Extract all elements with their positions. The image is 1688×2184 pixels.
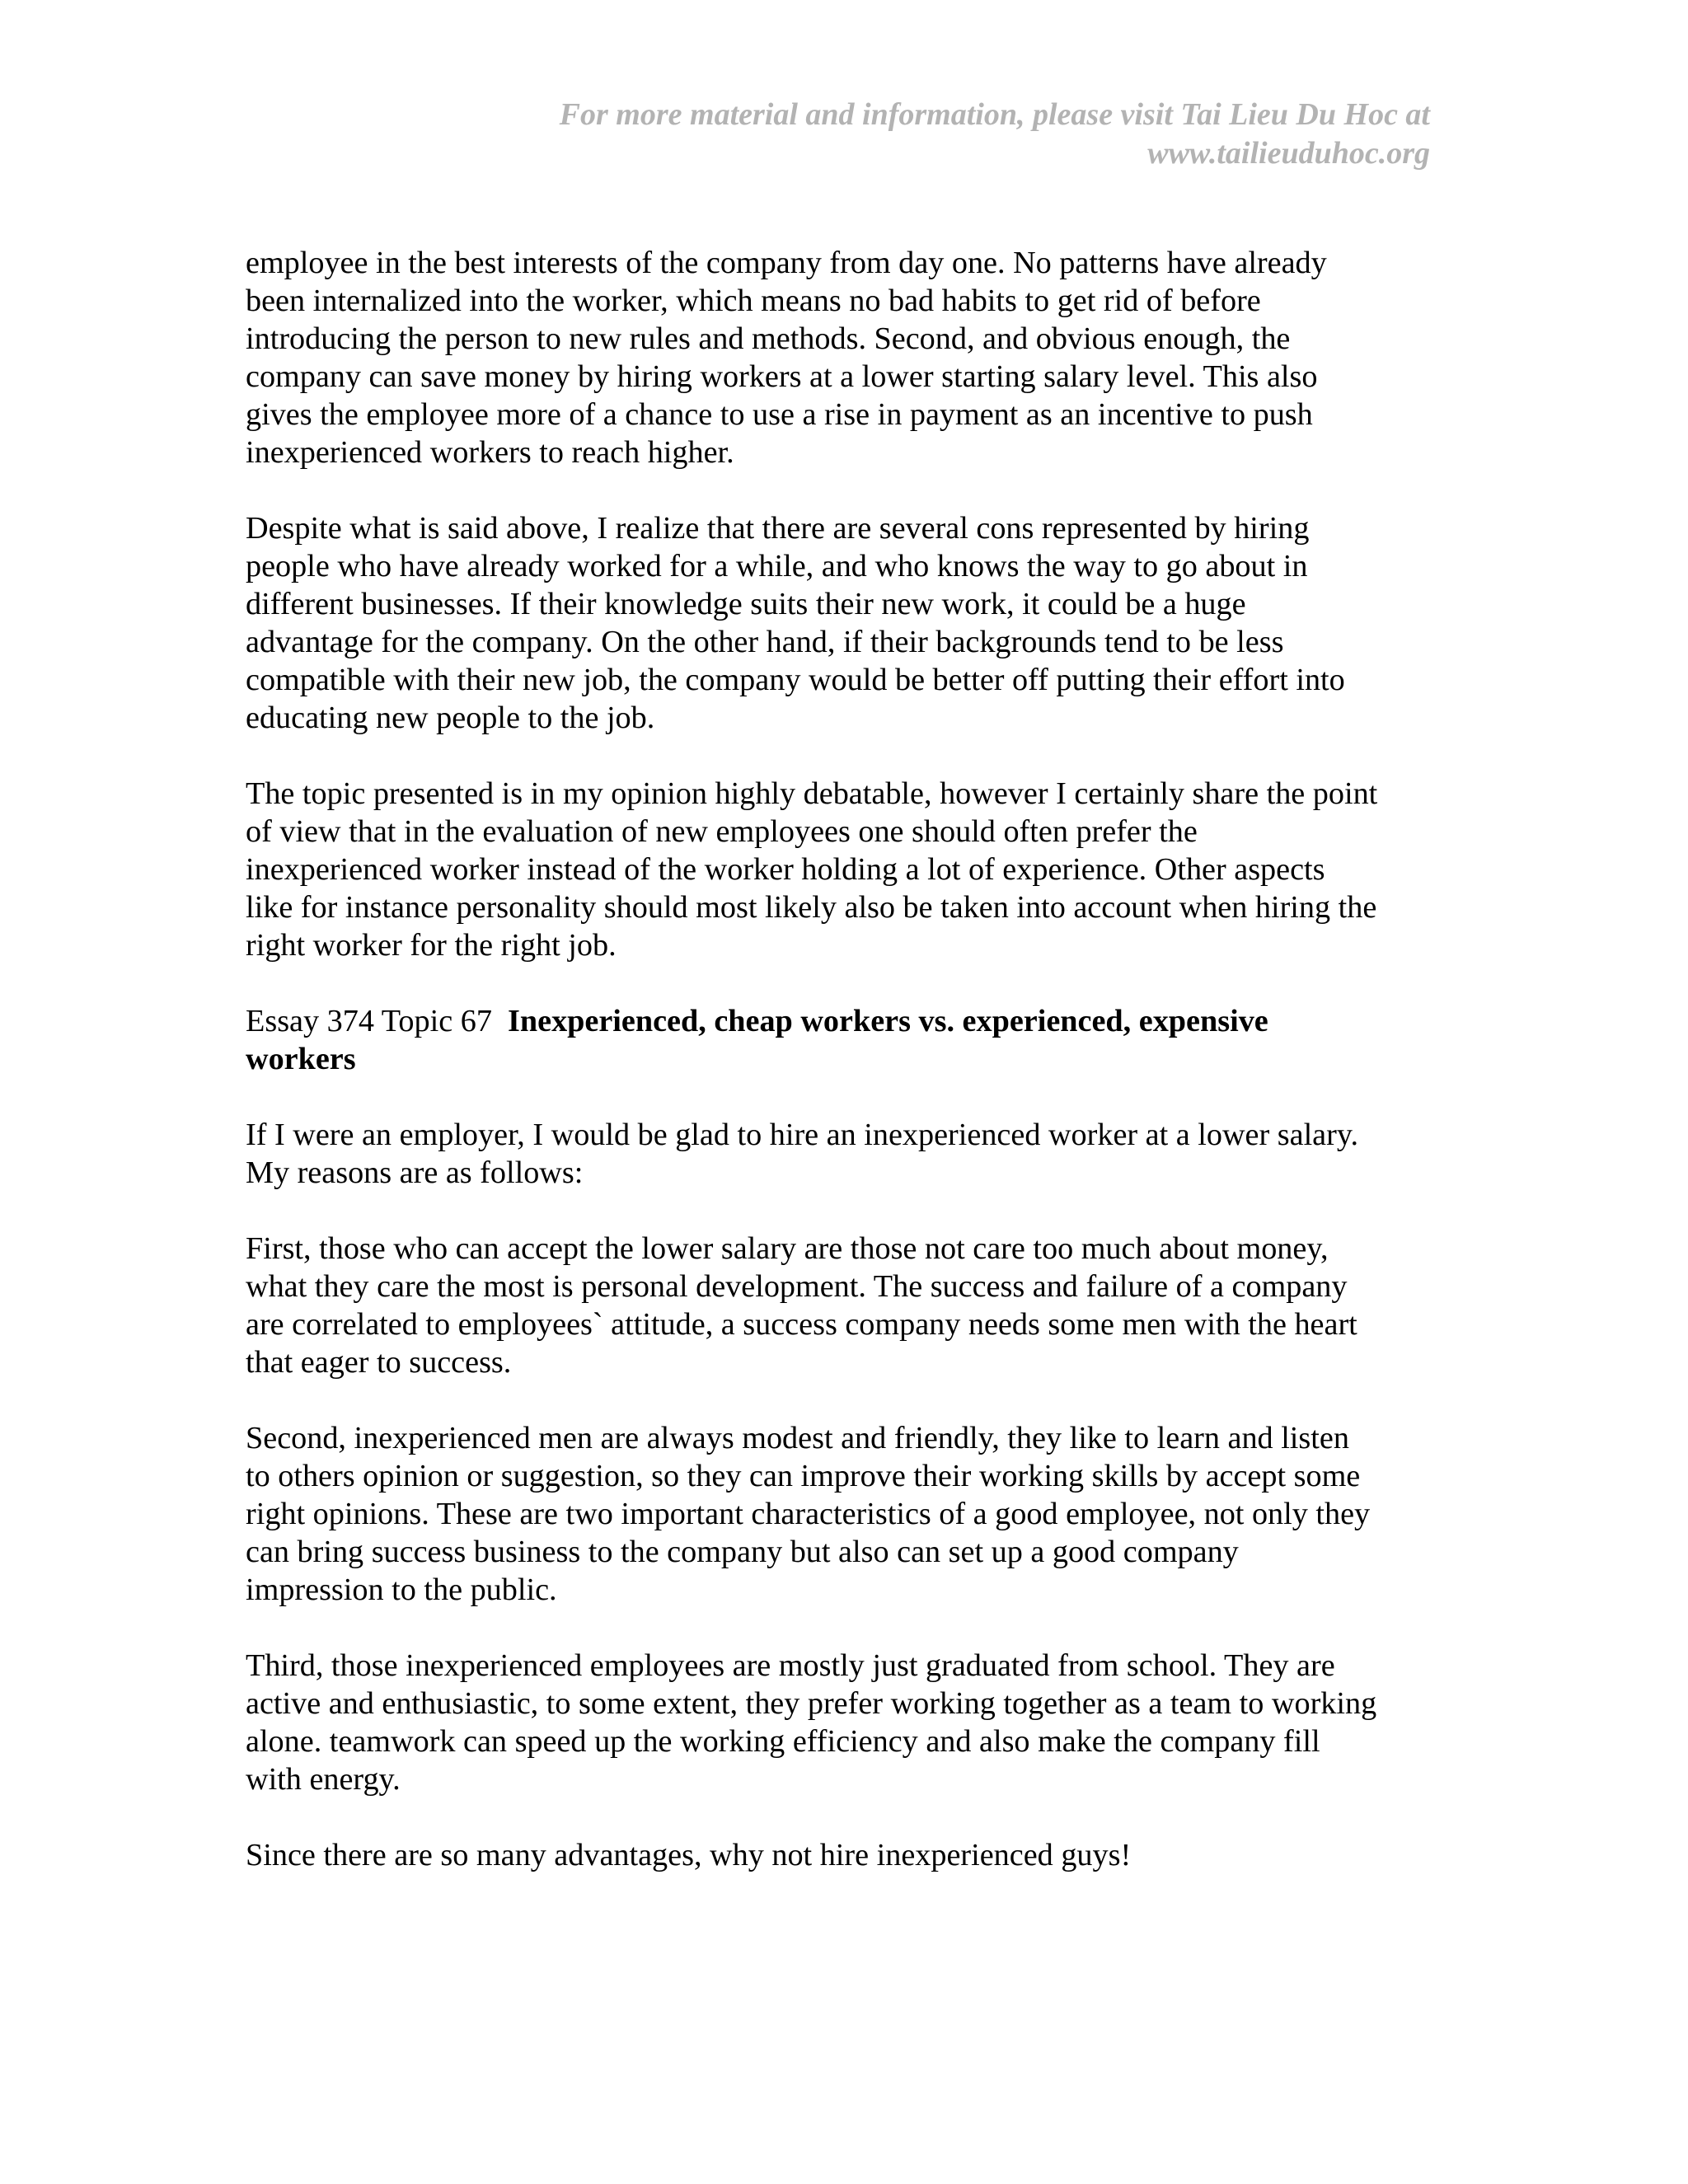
paragraph (246, 1116, 1449, 1192)
text-line: people who have already worked for a while, and who knows the way to go about in (246, 549, 1308, 583)
essay-heading-line (246, 1002, 1449, 1040)
text-line: compatible with their new job, the company would be better off putting their effort into (246, 663, 1345, 697)
text-line: The topic presented is in my opinion highly debatable, however I certainly share the point (246, 776, 1378, 811)
paragraph (246, 1647, 1449, 1798)
text-line: what they care the most is personal development. The success and failure of a company (246, 1269, 1348, 1304)
paragraph (246, 1419, 1449, 1609)
header-url: www.tailieuduhoc.org (1147, 136, 1430, 171)
text-line: alone. teamwork can speed up the working efficiency and also make the company fill (246, 1724, 1320, 1759)
text-line: inexperienced worker instead of the worker holding a lot of experience. Other aspects (246, 852, 1325, 887)
text-line: advantage for the company. On the other hand, if their backgrounds tend to be less (246, 625, 1284, 659)
text-line: active and enthusiastic, to some extent, they prefer working together as a team to working (246, 1686, 1377, 1721)
essay-label: Essay 374 Topic 67 (246, 1004, 492, 1038)
header-line-1: For more material and information, please visit Tai Lieu Du Hoc at (559, 97, 1430, 132)
text-line: that eager to success. (246, 1345, 512, 1380)
text-line: are correlated to employees` attitude, a success company needs some men with the heart (246, 1307, 1357, 1342)
text-line: gives the employee more of a chance to use a rise in payment as an incentive to push (246, 397, 1313, 432)
text-line: First, those who can accept the lower salary are those not care too much about money, (246, 1231, 1329, 1266)
text-line: right worker for the right job. (246, 928, 617, 963)
text-line: educating new people to the job. (246, 701, 655, 735)
text-line: right opinions. These are two important characteristics of a good employee, not only they (246, 1497, 1371, 1531)
text-line: like for instance personality should most likely also be taken into account when hiring the (246, 890, 1377, 925)
essay-heading-line (246, 1040, 1449, 1078)
essay-heading (246, 1002, 1449, 1078)
text-line: company can save money by hiring workers at a lower starting salary level. This also (246, 359, 1318, 394)
text-line: If I were an employer, I would be glad to hire an inexperienced worker at a lower salary. (246, 1118, 1359, 1152)
text-line: introducing the person to new rules and methods. Second, and obvious enough, the (246, 321, 1291, 356)
paragraph (246, 1836, 1449, 1874)
text-line: Despite what is said above, I realize that there are several cons represented by hiring (246, 511, 1310, 546)
text-line: of view that in the evaluation of new employees one should often prefer the (246, 814, 1198, 849)
text-line: different businesses. If their knowledge suits their new work, it could be a huge (246, 587, 1246, 621)
text-line: My reasons are as follows: (246, 1155, 584, 1190)
text-line: with energy. (246, 1762, 401, 1797)
document-body (246, 244, 1449, 1912)
paragraph (246, 244, 1449, 471)
paragraph (246, 1230, 1449, 1381)
text-line: been internalized into the worker, which means no bad habits to get rid of before (246, 284, 1261, 318)
essay-title-continued: workers (246, 1042, 356, 1076)
text-line: Second, inexperienced men are always modest and friendly, they like to learn and listen (246, 1421, 1349, 1455)
essay-title: Inexperienced, cheap workers vs. experienced, expensive (508, 1004, 1268, 1038)
text-line: Since there are so many advantages, why not hire inexperienced guys! (246, 1838, 1132, 1872)
text-line: to others opinion or suggestion, so they can improve their working skills by accept some (246, 1459, 1361, 1493)
paragraph (246, 509, 1449, 737)
watermark-header (359, 96, 1430, 173)
text-line: Third, those inexperienced employees are mostly just graduated from school. They are (246, 1648, 1335, 1683)
text-line: employee in the best interests of the company from day one. No patterns have already (246, 246, 1327, 280)
text-line: inexperienced workers to reach higher. (246, 435, 734, 470)
paragraph (246, 775, 1449, 964)
text-line: impression to the public. (246, 1572, 557, 1607)
text-line: can bring success business to the company but also can set up a good company (246, 1535, 1239, 1569)
